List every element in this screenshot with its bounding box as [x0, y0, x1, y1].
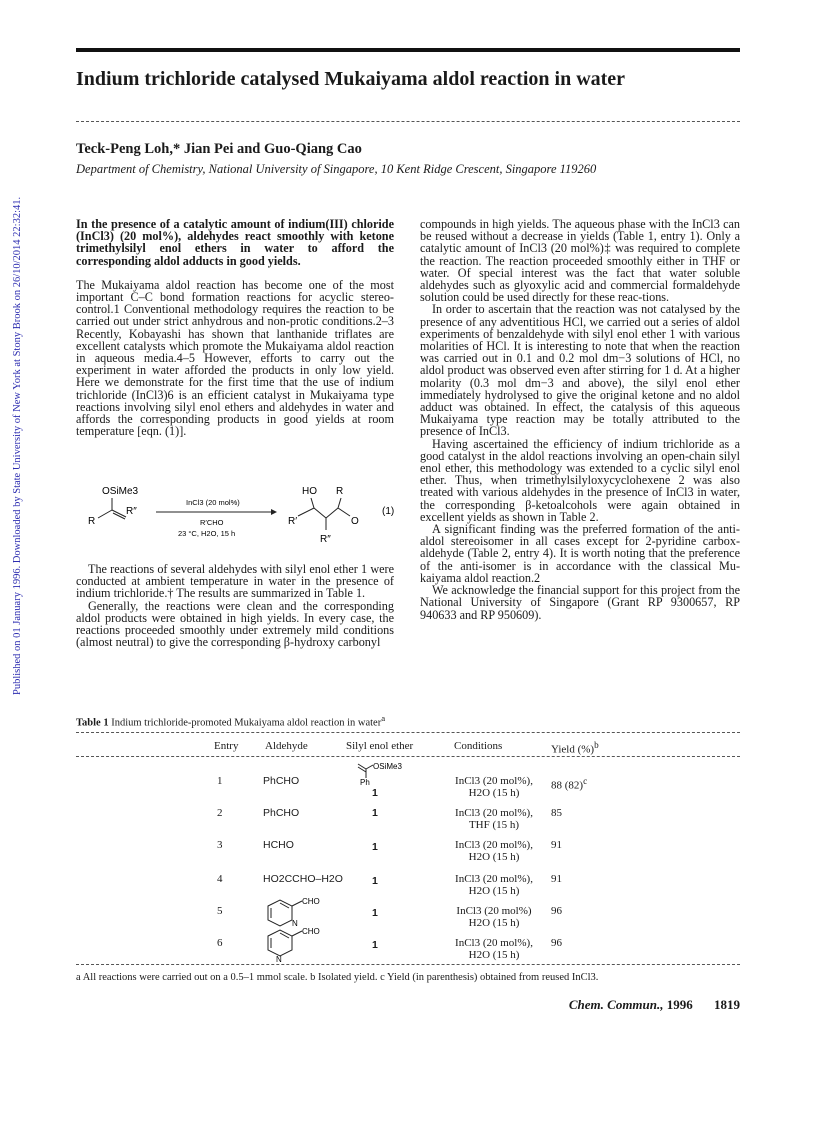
row6-conditions: InCl3 (20 mol%), H2O (15 h): [455, 937, 533, 961]
row6-yield: 96: [551, 937, 562, 949]
silyl-ether-osime3: OSiMe3: [373, 762, 402, 771]
row1-conditions: InCl3 (20 mol%), H2O (15 h): [455, 775, 533, 799]
reaction-scheme: [76, 484, 406, 564]
row1-aldehyde: PhCHO: [263, 775, 300, 787]
row5-conditions: InCl3 (20 mol%) H2O (15 h): [456, 905, 532, 929]
left-column: [76, 218, 394, 437]
row3-yield: 91: [551, 839, 562, 851]
header-conditions: Conditions: [454, 740, 503, 752]
reagent-catalyst: InCl3 (20 mol%): [186, 498, 240, 507]
row3-entry: 3: [217, 839, 223, 851]
right-paragraph-2: In order to ascertain that the reaction was not catalysed by the presence of any adventitious HCl, we carried out a series of aldol experiments of benzaldehyde with silyl enol ether 1 with various molarities of HCl. It is interesting to note that when the reaction was carried out in 0.1 and 0.2 mol dm−3 solutions of HCl, no aldol product was observed even after stirring for 1 d. At a higher molarity (0.3 mol dm−3 and above), the silyl enol ether immediately hydrolysed to give the original ketone and no aldol adduct was obtained. In effect, the catalysis of this aqueous Mukaiyama type reaction may be totally attributed to the presence of InCl3.: [420, 302, 740, 439]
pyridine-2-cho: CHO: [302, 898, 320, 906]
journal-year: 1996: [666, 997, 693, 1012]
authors: Teck-Peng Loh,* Jian Pei and Guo-Qiang Cao: [76, 141, 362, 157]
journal-name: Chem. Commun.,: [568, 997, 664, 1012]
product-r-dprime: R″: [320, 534, 331, 545]
row3-silyl: 1: [372, 841, 378, 853]
row5-entry: 5: [217, 905, 223, 917]
reagent-conditions: 23 °C, H2O, 15 h: [178, 529, 236, 538]
pyridine-3-cho: CHO: [302, 928, 320, 936]
row3-conditions: InCl3 (20 mol%), H2O (15 h): [455, 839, 533, 863]
table-title-label: Table 1: [76, 717, 109, 729]
article-title: Indium trichloride catalysed Mukaiyama aldol reaction in water: [76, 68, 626, 90]
abstract: In the presence of a catalytic amount of indium(III) chloride (InCl3) (20 mol%), aldehydes react smoothly with ketone trimethylsilyl enol ethers in water to afford the corresponding aldol adducts in good yields.: [76, 217, 394, 268]
table-top-rule: [76, 732, 740, 733]
table-1: [76, 730, 740, 965]
table-title-text: Indium trichloride-promoted Mukaiyama aldol reaction in water: [108, 717, 382, 729]
row4-conditions: InCl3 (20 mol%), H2O (15 h): [455, 873, 533, 897]
table-title-mark: a: [381, 713, 386, 723]
header-silyl: Silyl enol ether: [346, 740, 414, 752]
right-paragraph-3: Having ascertained the efficiency of indium trichloride as a good catalyst in the aldol reactions involving an open-chain silyl enol ether, this methodology was extended to a cyclic silyl enol ether. Thus, when trimethylsilyloxycyclohexene 2 was also treated with various aldehydes in the presence of InCl3 in water, the corresponding β-ketoalcohols were again obtained in excellent yields as shown in Table 2.: [420, 436, 740, 524]
page-number: 1819: [714, 997, 740, 1012]
journal-reference: [569, 997, 740, 1013]
left-paragraph-1: The Mukaiyama aldol reaction has become one of the most important C–C bond formation reactions for acyclic stereo-control.1 Conventional methodology requires the reaction to be carried out under strict anhydrous and non-protic conditions.2–3 Recently, Kobayashi has shown that lanthanide triflates are excellent catalysts which promote the Mukaiyama aldol reaction in aqueous media.4–5 However, efforts to carry out the experiment in water afforded the products in only low yield. Here we demonstrate for the first time that the use of indium trichloride (InCl3)6 is an efficient catalyst in Mukaiyama type reactions involving silyl enol ethers and aldehydes in water and affords the corresponding products in good yields at room temperature [eqn. (1)].: [76, 277, 394, 439]
row3-aldehyde: HCHO: [263, 839, 294, 851]
row4-aldehyde: HO2CCHO–H2O: [263, 873, 343, 885]
affiliation: Department of Chemistry, National University of Singapore, 10 Kent Ridge Crescent, Singapore 119260: [76, 162, 597, 176]
table-bottom-rule: [76, 964, 740, 965]
left-paragraph-3: Generally, the reactions were clean and the corresponding aldol products were obtained in high yields. In every case, the reactions proceeded smoothly under extremely mild conditions (almost neutral) to give the corresponding β-hydroxy carbonyl: [76, 598, 394, 650]
pyridine-2-n: N: [292, 919, 298, 928]
product-ho: HO: [302, 486, 317, 497]
right-paragraph-4: A significant finding was the preferred formation of the anti-aldol stereoisomer in all cases except for 2-pyridine carbox-aldehyde (Table 2, entry 4). It is worth noting that the preference of the anti-isomer is in accordance with the classical Mu-kaiyama aldol reaction.2: [420, 522, 740, 585]
right-paragraph-1: compounds in high yields. The aqueous phase with the InCl3 can be reused without a decrease in yields (Table 1, entry 1). Only a catalytic amount of InCl3 (20 mol%)‡ was required to complete the reaction. The reaction proceeded smoothly either in THF or water. Of special interest was the fact that water soluble aldehydes such as glyoxylic acid and commercial formaldehyde solution could be used directly for these reac-tions.: [420, 217, 740, 305]
row5-yield: 96: [551, 905, 562, 917]
row4-silyl: 1: [372, 875, 378, 887]
table-header-rule: [76, 756, 740, 757]
row1-entry: 1: [217, 775, 223, 787]
reactant-osime3: OSiMe3: [102, 486, 139, 497]
left-column-lower: [76, 563, 394, 648]
row2-silyl: 1: [372, 807, 378, 819]
right-paragraph-5: We acknowledge the financial support for this project from the National University of Singapore (Grant RP 9300657, RP 940633 and RP 950609).: [420, 583, 740, 622]
table-title: [76, 713, 385, 729]
download-watermark-text: Published on 01 January 1996. Downloaded by State University of New York at Stony Brook on 26/10/2014 22:32:41.: [12, 196, 23, 695]
header-aldehyde: Aldehyde: [265, 740, 308, 752]
row2-aldehyde: PhCHO: [263, 807, 300, 819]
row5-silyl: 1: [372, 907, 378, 919]
row1-silyl: 1: [372, 787, 378, 799]
pyridine-2-structure: [256, 898, 326, 932]
row6-silyl: 1: [372, 939, 378, 951]
reactant-r-dprime: R″: [126, 506, 137, 517]
row6-entry: 6: [217, 937, 223, 949]
left-paragraph-2: The reactions of several aldehydes with silyl enol ether 1 were conducted at ambient temperature in water in the presence of indium trichloride.† The results are summarized in Table 1.: [76, 562, 394, 601]
header-entry: Entry: [214, 740, 239, 752]
title-rule: [76, 121, 740, 122]
row2-entry: 2: [217, 807, 223, 819]
row2-conditions: InCl3 (20 mol%), THF (15 h): [455, 807, 533, 831]
product-r: R: [336, 486, 344, 497]
pyridine-3-structure: [256, 928, 326, 962]
top-rule: [76, 48, 740, 52]
product-o: O: [351, 516, 359, 527]
reagent-aldehyde: R′CHO: [200, 518, 224, 527]
reactant-r: R: [88, 516, 96, 527]
reaction-scheme-svg: [76, 484, 406, 564]
row1-yield: 88 $(82)^c$: [551, 776, 588, 792]
pyridine-3-n: N: [276, 955, 282, 962]
row4-entry: 4: [217, 873, 223, 885]
row4-yield: 91: [551, 873, 562, 885]
silyl-ether-ph: Ph: [360, 778, 370, 786]
download-watermark: [0, 0, 24, 1128]
product-r-prime: R′: [288, 516, 298, 527]
silyl-ether-structure: [356, 760, 416, 786]
header-yield: Yield (%)$^b$: [551, 740, 599, 756]
equation-number: (1): [382, 506, 395, 517]
table-footnote: a All reactions were carried out on a 0.5–1 mmol scale. b Isolated yield. c Yield (in parenthesis) obtained from reused InCl3.: [76, 972, 599, 983]
row2-yield: 85: [551, 807, 562, 819]
right-column: [420, 218, 740, 621]
